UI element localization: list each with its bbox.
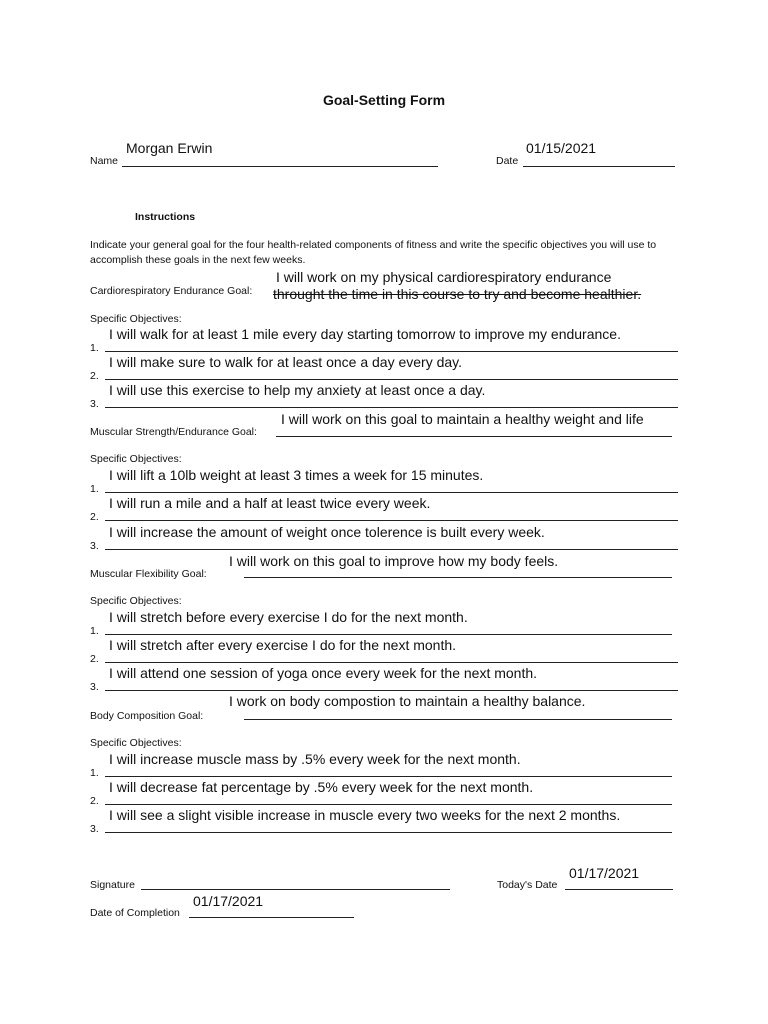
body-comp-goal-line	[244, 719, 672, 720]
todays-date-line	[565, 889, 673, 890]
strength-objective-3-text[interactable]: I will increase the amount of weight once tolerence is built every week.	[109, 524, 545, 540]
body-comp-objective-2-text[interactable]: I will decrease fat percentage by .5% every week for the next month.	[109, 779, 534, 795]
name-line	[122, 166, 438, 167]
strength-objective-2-number: 2.	[90, 511, 99, 523]
date-line	[523, 166, 675, 167]
body-comp-objective-3-number: 3.	[90, 823, 99, 835]
flexibility-objective-3-text[interactable]: I will attend one session of yoga once every week for the next month.	[109, 665, 538, 681]
body-comp-objective-1-line	[105, 776, 672, 777]
cardio-objective-3-line	[105, 407, 678, 408]
flexibility-goal-text[interactable]: I will work on this goal to improve how my body feels.	[229, 553, 559, 569]
completion-date-line	[189, 917, 354, 918]
cardio-goal-line-1[interactable]: I will work on my physical cardiorespiratory endurance	[276, 269, 612, 285]
body-comp-objective-3-text[interactable]: I will see a slight visible increase in muscle every two weeks for the next 2 months.	[109, 807, 621, 823]
name-value[interactable]: Morgan Erwin	[126, 140, 213, 156]
flexibility-objective-2-number: 2.	[90, 653, 99, 665]
body-comp-objective-1-text[interactable]: I will increase muscle mass by .5% every week for the next month.	[109, 751, 521, 767]
todays-date-label: Today's Date	[497, 879, 558, 891]
cardio-objective-1-number: 1.	[90, 342, 99, 354]
flexibility-objective-1-text[interactable]: I will stretch before every exercise I do for the next month.	[109, 609, 468, 625]
flexibility-objective-1-number: 1.	[90, 625, 99, 637]
instructions-heading: Instructions	[135, 211, 196, 223]
flexibility-objective-3-number: 3.	[90, 681, 99, 693]
cardio-goal-label: Cardiorespiratory Endurance Goal:	[90, 285, 253, 297]
cardio-goal-line-2[interactable]: throught the time in this course to try and become healthier.	[273, 286, 642, 302]
strength-objective-3-line	[105, 549, 678, 550]
body-comp-goal-label: Body Composition Goal:	[90, 710, 204, 722]
flexibility-objective-3-line	[105, 690, 678, 691]
cardio-objective-3-text[interactable]: I will use this exercise to help my anxiety at least once a day.	[109, 382, 486, 398]
name-label: Name	[90, 155, 119, 167]
body-comp-objectives-label: Specific Objectives:	[90, 737, 182, 749]
strength-objective-1-line	[105, 492, 678, 493]
body-comp-objective-2-number: 2.	[90, 795, 99, 807]
strength-goal-label: Muscular Strength/Endurance Goal:	[90, 426, 257, 438]
strength-goal-line	[276, 436, 672, 437]
todays-date-value[interactable]: 01/17/2021	[569, 865, 640, 881]
body-comp-objective-2-line	[105, 804, 672, 805]
cardio-objective-1-text[interactable]: I will walk for at least 1 mile every day starting tomorrow to improve my endurance.	[109, 326, 621, 342]
signature-line[interactable]	[141, 889, 450, 890]
completion-date-label: Date of Completion	[90, 907, 180, 919]
cardio-objective-2-text[interactable]: I will make sure to walk for at least once a day every day.	[109, 354, 463, 370]
strength-objective-1-text[interactable]: I will lift a 10lb weight at least 3 times a week for 15 minutes.	[109, 467, 484, 483]
date-label: Date	[496, 155, 519, 167]
cardio-objectives-label: Specific Objectives:	[90, 313, 182, 325]
completion-date-value[interactable]: 01/17/2021	[193, 893, 264, 909]
flexibility-goal-label: Muscular Flexibility Goal:	[90, 568, 207, 580]
form-title: Goal-Setting Form	[322, 92, 446, 108]
flexibility-objective-1-line	[105, 634, 672, 635]
body-comp-objective-3-line	[105, 832, 672, 833]
cardio-objective-2-line	[105, 379, 678, 380]
flexibility-objectives-label: Specific Objectives:	[90, 595, 182, 607]
instructions-text: Indicate your general goal for the four health-related components of fitness and write the specific objectives you will use to accomplish these goals in the next few weeks.	[90, 239, 657, 266]
cardio-objective-2-number: 2.	[90, 370, 99, 382]
body-comp-objective-1-number: 1.	[90, 767, 99, 779]
cardio-objective-3-number: 3.	[90, 398, 99, 410]
body-comp-goal-text[interactable]: I work on body compostion to maintain a healthy balance.	[229, 693, 586, 709]
strength-objective-3-number: 3.	[90, 540, 99, 552]
cardio-objective-1-line	[105, 351, 678, 352]
strength-objectives-label: Specific Objectives:	[90, 453, 182, 465]
flexibility-goal-line	[244, 577, 672, 578]
strength-objective-2-line	[105, 520, 678, 521]
date-value[interactable]: 01/15/2021	[526, 140, 597, 156]
flexibility-objective-2-text[interactable]: I will stretch after every exercise I do for the next month.	[109, 637, 457, 653]
flexibility-objective-2-line	[105, 662, 678, 663]
strength-objective-2-text[interactable]: I will run a mile and a half at least twice every week.	[109, 495, 431, 511]
strength-objective-1-number: 1.	[90, 483, 99, 495]
signature-label: Signature	[90, 879, 135, 891]
strength-goal-text[interactable]: I will work on this goal to maintain a healthy weight and life	[281, 411, 644, 427]
